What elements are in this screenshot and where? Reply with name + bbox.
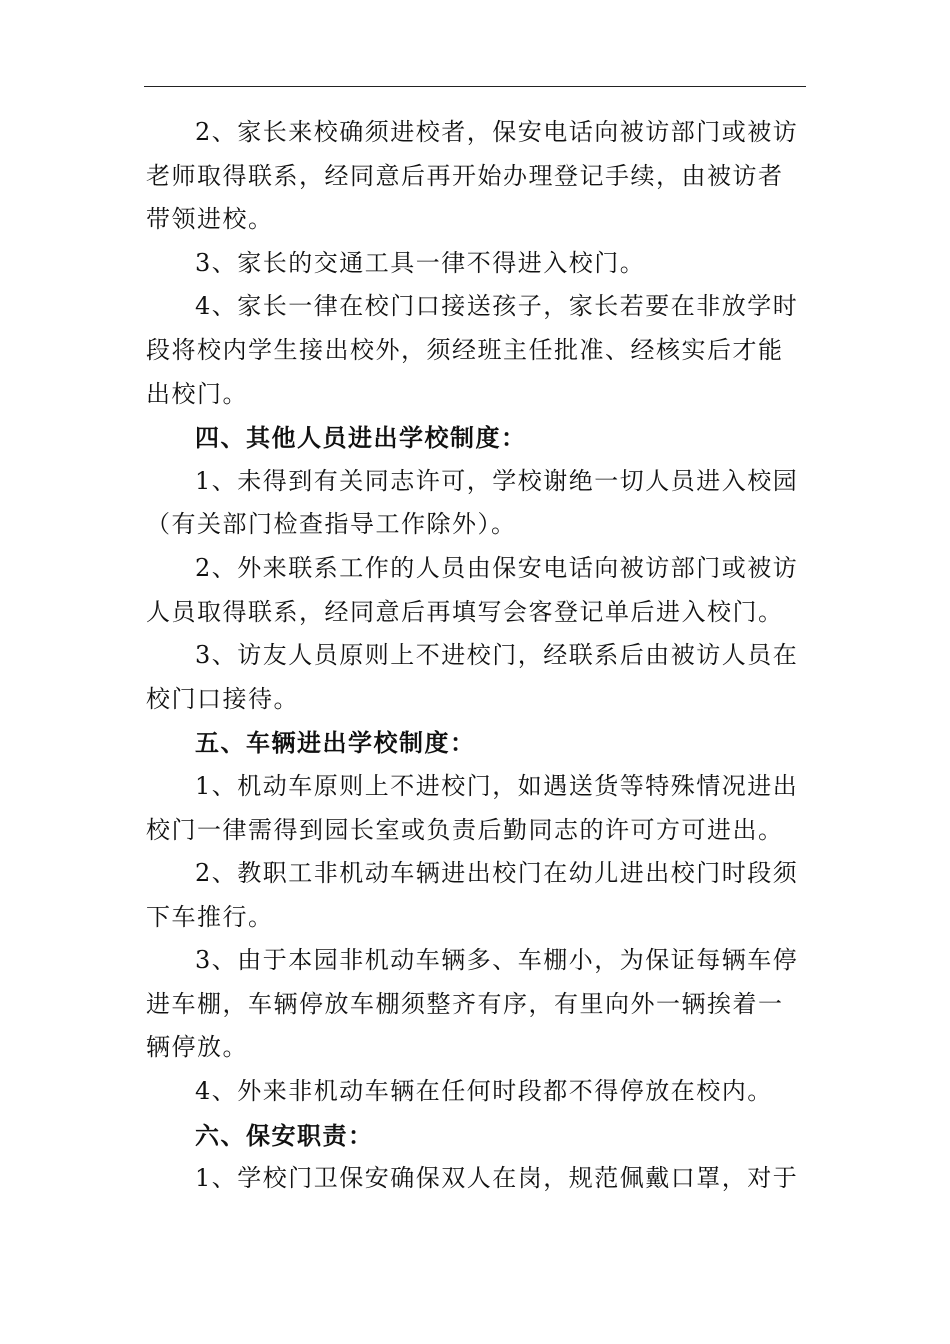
paragraph-line: 人员取得联系，经同意后再填写会客登记单后进入校门。 [146,597,784,626]
paragraph-line: 3、由于本园非机动车辆多、车棚小，为保证每辆车停 [195,946,799,975]
paragraph-line: 老师取得联系，经同意后再开始办理登记手续，由被访者 [146,161,784,190]
paragraph-line: 2、家长来校确须进校者，保安电话向被访部门或被访 [195,118,799,146]
paragraph-line: 3、家长的交通工具一律不得进入校门。 [195,248,646,277]
paragraph-line: 4、家长一律在校门口接送孩子，家长若要在非放学时 [195,292,799,321]
paragraph-line: 带领进校。 [146,205,274,234]
paragraph-line: 校门口接待。 [146,684,299,713]
paragraph-line: 2、教职工非机动车辆进出校门在幼儿进出校门时段须 [195,859,799,888]
paragraph-line: 下车推行。 [146,902,274,931]
header-rule [144,86,806,87]
paragraph-line: 1、未得到有关同志许可，学校谢绝一切人员进入校园 [195,466,799,495]
paragraph-line: 段将校内学生接出校外，须经班主任批准、经核实后才能 [146,335,784,364]
paragraph-line: 2、外来联系工作的人员由保安电话向被访部门或被访 [195,553,799,582]
section-heading: 五、车辆进出学校制度： [195,728,476,758]
paragraph-line: 出校门。 [146,379,248,408]
paragraph-line: 4、外来非机动车辆在任何时段都不得停放在校内。 [195,1077,773,1106]
paragraph-line: 辆停放。 [146,1033,248,1062]
paragraph-line: 3、访友人员原则上不进校门，经联系后由被访人员在 [195,641,799,670]
paragraph-line: 进车棚，车辆停放车棚须整齐有序，有里向外一辆挨着一 [146,989,784,1018]
document-body [146,111,806,1201]
paragraph-line: 校门一律需得到园长室或负责后勤同志的许可方可进出。 [146,815,784,844]
paragraph-line: 1、机动车原则上不进校门，如遇送货等特殊情况进出 [195,771,799,800]
section-heading: 四、其他人员进出学校制度： [195,423,527,453]
paragraph-line: 1、学校门卫保安确保双人在岗，规范佩戴口罩，对于 [195,1164,799,1193]
section-heading: 六、保安职责： [195,1120,374,1150]
paragraph-line: （有关部门检查指导工作除外）。 [146,510,517,539]
